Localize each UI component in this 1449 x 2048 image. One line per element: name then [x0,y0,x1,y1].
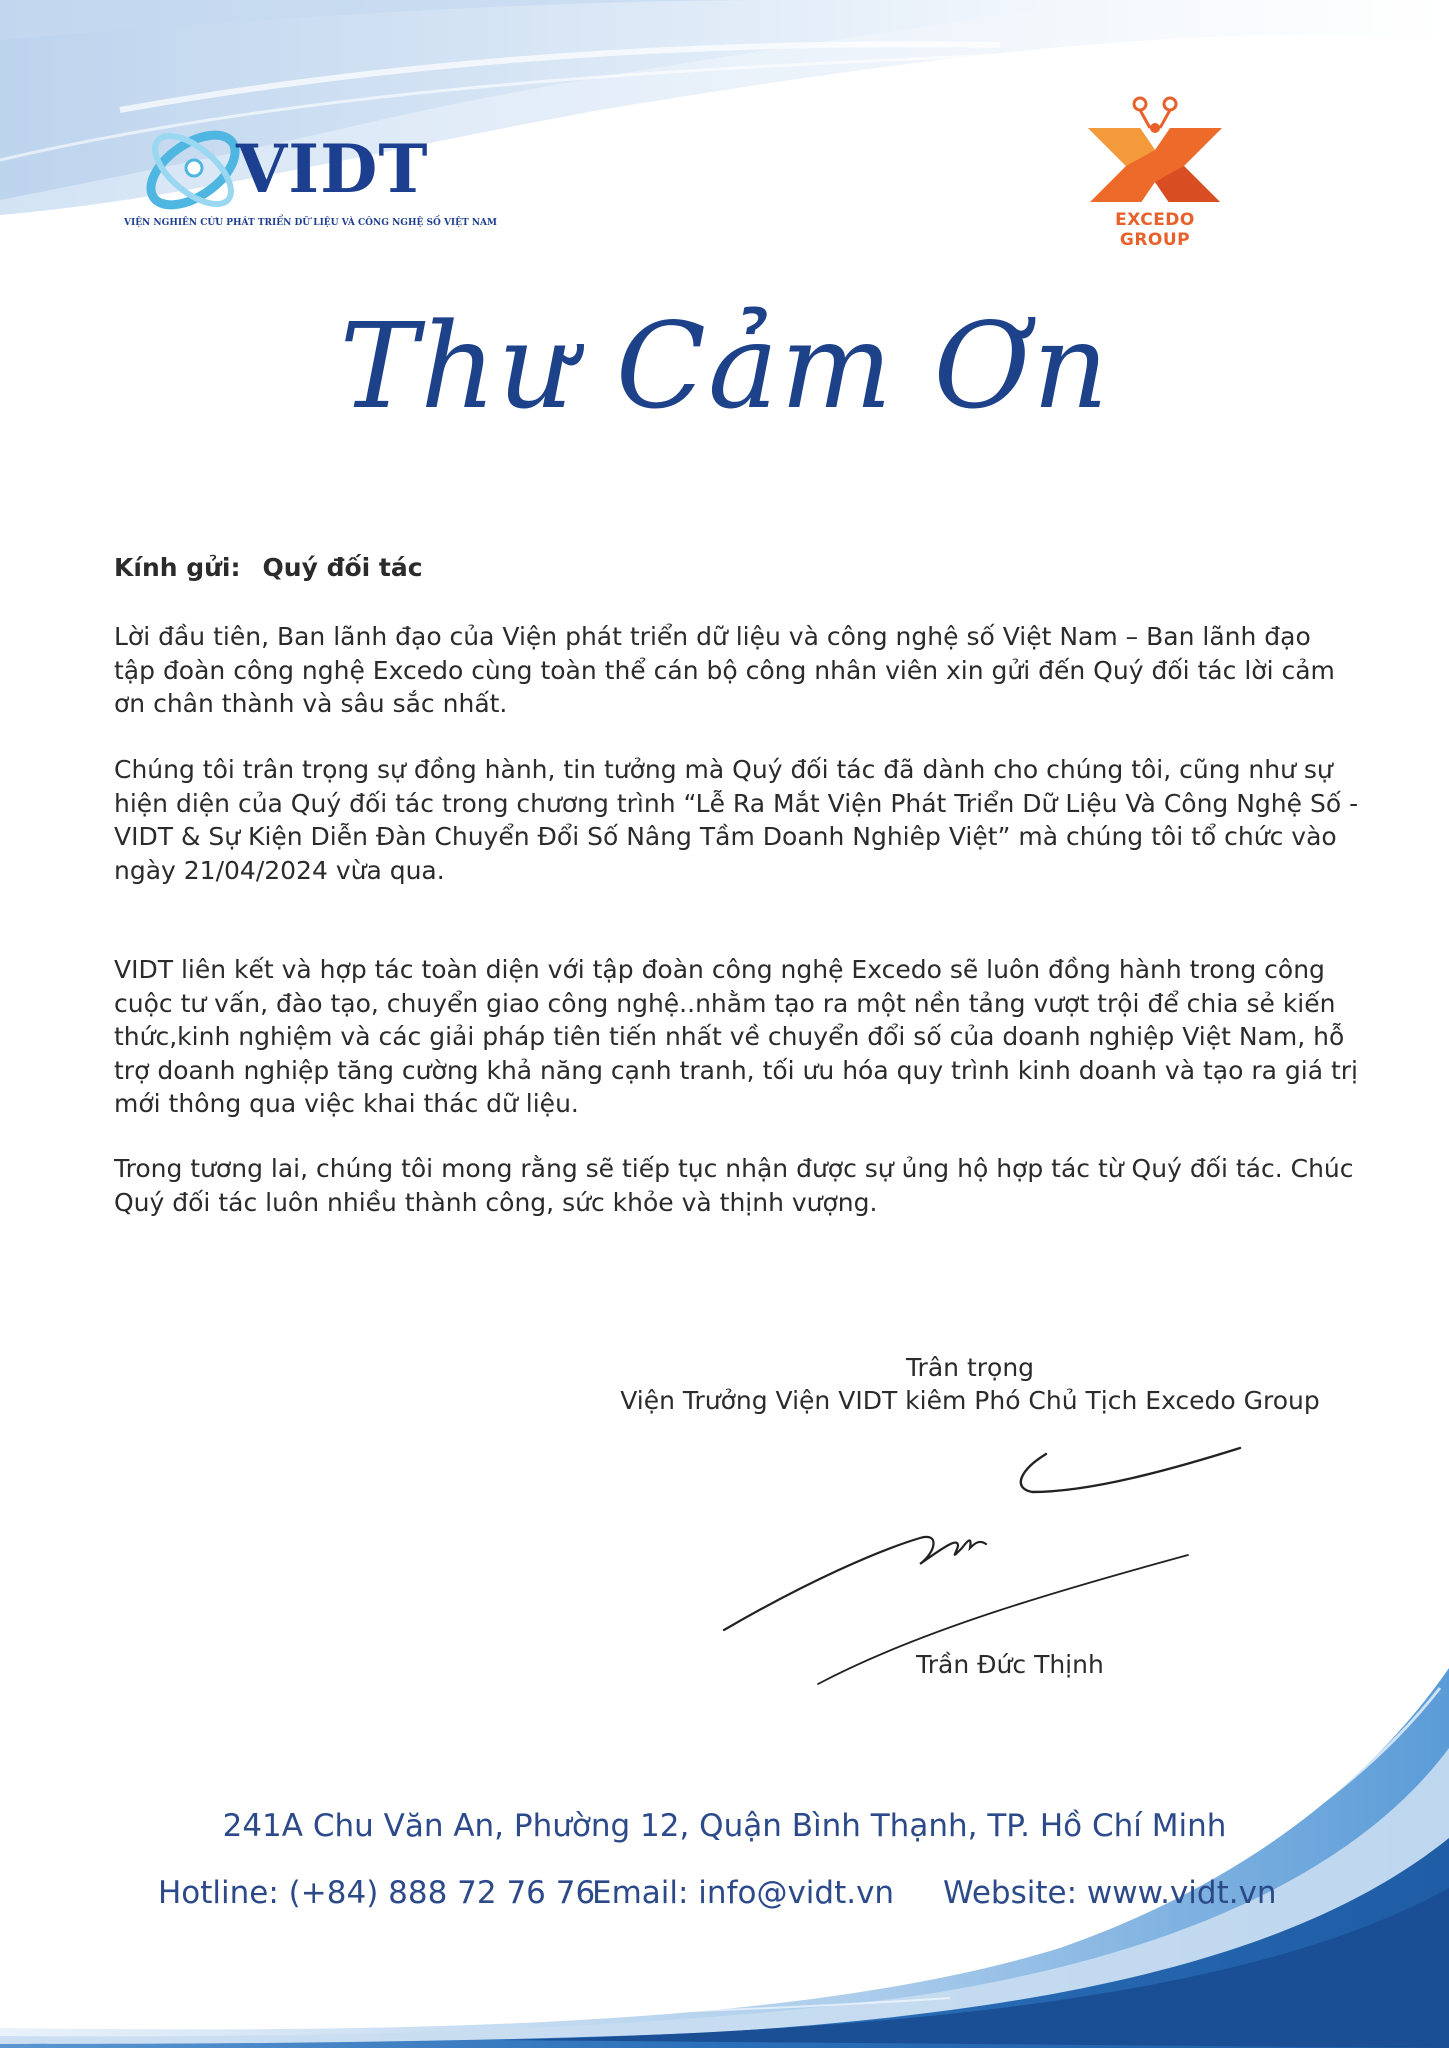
excedo-logo-icon [1080,92,1230,202]
footer-hotline: Hotline: (+84) 888 72 76 76 [158,1875,596,1911]
paragraph-2: Chúng tôi trân trọng sự đồng hành, tin tưởng mà Quý đối tác đã dành cho chúng tôi, cũng như sự hiện diện của Quý đối tác trong chương trình “Lễ Ra Mắt Viện Phát Triển Dữ Liệu Và Công Nghệ Số -VIDT & Sự Kiện Diễn Đàn Chuyển Đổi Số Nâng Tầm Doanh Nghiêp Việt” mà chúng tôi tổ chức vào ngày 21/04/2024 vừa qua. [114,755,1359,885]
paragraph-3: VIDT liên kết và hợp tác toàn diện với tập đoàn công nghệ Excedo sẽ luôn đồng hành trong công cuộc tư vấn, đào tạo, chuyển giao công nghệ..nhằm tạo ra một nền tảng vượt trội để chia sẻ kiến thức,kinh nghiệm và các giải pháp tiên tiến nhất về chuyển đổi số của doanh nghiệp Việt Nam, hỗ trợ doanh nghiệp tăng cường khả năng cạnh tranh, tối ưu hóa quy trình kinh doanh và tạo ra giá trị mới thông qua việc khai thác dữ liệu. [114,955,1358,1118]
closing-text: Trân trọng [905,1353,1035,1382]
paragraph-1: Lời đầu tiên, Ban lãnh đạo của Viện phát triển dữ liệu và công nghệ số Việt Nam – Ban lãnh đạo tập đoàn công nghệ Excedo cùng toàn thể cán bộ công nhân viên xin gửi đến Quý đối tác lời cảm ơn chân thành và sâu sắc nhất. [114,622,1335,718]
footer-email: Email: info@vidt.vn [592,1875,895,1911]
vidt-logo-wordmark: VIDT [236,130,429,208]
vidt-logo-subtitle: VIỆN NGHIÊN CỨU PHÁT TRIỂN DỮ LIỆU VÀ CÔNG NGHỆ SỐ VIỆT NAM [124,218,498,228]
greeting-recipient: Quý đối tác [262,553,423,582]
excedo-logo-wordmark: EXCEDO GROUP [1115,210,1195,250]
signer-name: Trần Đức Thịnh [916,1650,1104,1679]
greeting-label: Kính gửi: [114,553,241,582]
vidt-logo-icon [138,112,248,222]
footer-address: 241A Chu Văn An, Phường 12, Quận Bình Thạnh, TP. Hồ Chí Minh [222,1808,1227,1844]
paragraph-4: Trong tương lai, chúng tôi mong rằng sẽ tiếp tục nhận được sự ủng hộ hợp tác từ Quý đối tác. Chúc Quý đối tác luôn nhiều thành công, sức khỏe và thịnh vượng. [114,1154,1354,1217]
greeting [114,553,423,582]
footer-website: Website: www.vidt.vn [943,1875,1277,1911]
letter-title: Thư Cảm Ơn [339,297,1111,435]
signer-title: Viện Trưởng Viện VIDT kiêm Phó Chủ Tịch Excedo Group [620,1386,1320,1415]
